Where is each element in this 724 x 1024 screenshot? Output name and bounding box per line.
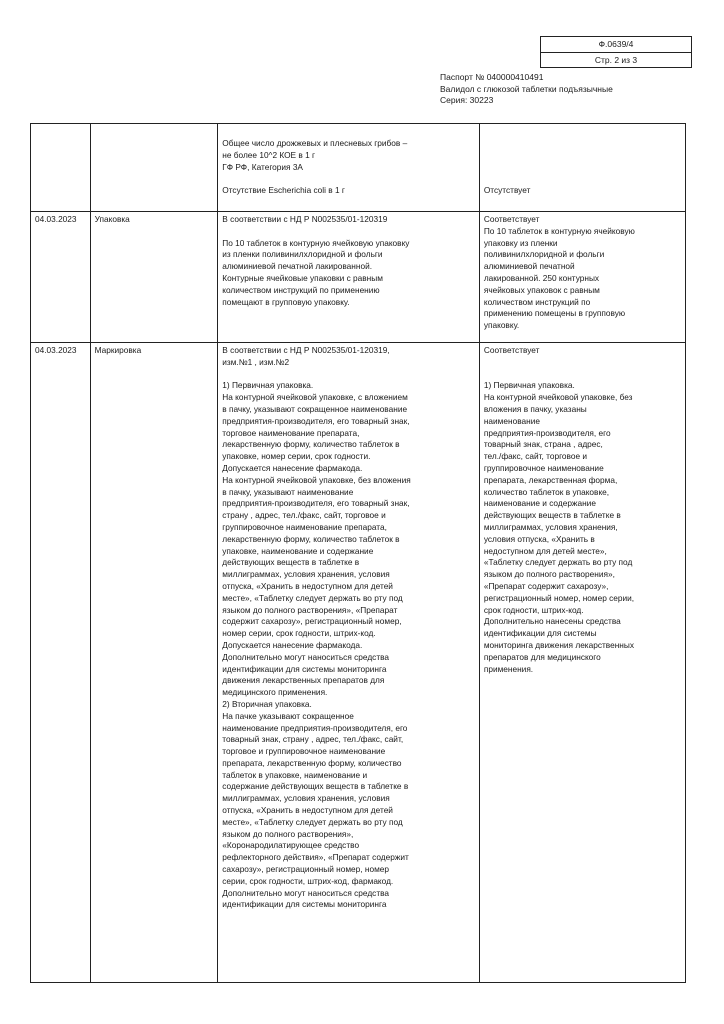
- result-cell: [479, 124, 685, 212]
- form-code-box: [540, 36, 692, 68]
- requirement-text: В соответствии с НД Р N002535/01-120319 По 10 таблеток в контурную ячейковую упаковку из пленки поливинилхлоридной и фольги алюминиевой печатной лакированной. Контурные ячейковые упаковки с равным количеством инструкций по применению помещают в групповую упаковку.: [222, 214, 410, 307]
- requirement-text: Общее число дрожжевых и плесневых грибов – не более 10^2 КОЕ в 1 г ГФ РФ, Категория 3А Отсутствие Escherichia coli в 1 г: [222, 138, 408, 196]
- requirement-text: В соответствии с НД Р N002535/01-120319, изм.№1 , изм.№2 1) Первичная упаковка. На контурной ячейковой упаковке, с вложением в пачку, указывают сокращенное наименование предприятия-производителя, его товарный знак, торговое наименование препарата, лекарственную форму, количество таблеток в упаковке, номер серии, срок годности. Допускается нанесение фармакода. На контурной ячейковой упаковке, без вложения в пачку, указывают наименование предприятия-производителя, его товарный знак, страну , адрес, тел./факс, сайт, торговое и группировочное наименование препарата, лекарственную форму, количество таблеток в упаковке, наименование и содержание действующих веществ в таблетке в миллиграммах, условия хранения, условия отпуска, «Хранить в недоступном для детей месте», «Таблетку следует держать во рту под языком до полного растворения», «Препарат содержит сахарозу», регистрационный номер, номер серии, срок годности, штрих-код. Допускается нанесение фармакода. Дополнительно могут наноситься средства идентификации для системы мониторинга движения лекарственных препаратов для медицинского применения. 2) Вторичная упаковка. На пачке указывают сокращенное наименование предприятия-производителя, его товарный знак, страну , адрес, тел./факс, сайт, торговое и группировочное наименование препарата, лекарственную форму, количество таблеток в упаковке, наименование и содержание действующих веществ в таблетке в миллиграммах, условия хранения, условия отпуска, «Хранить в недоступном для детей месте», «Таблетку следует держать во рту под языком до полного растворения», «Коронародилатирующее средство рефлекторного действия», «Препарат содержит сахарозу», регистрационный номер, номер серии, срок годности, штрих-код, фармакод. Дополнительно могут наноситься средства идентификации для системы мониторинга: [222, 345, 411, 910]
- form-code: Ф.0639/4: [541, 37, 691, 53]
- result-text: Соответствует По 10 таблеток в контурную ячейковую упаковку из пленки поливинилхлоридной и фольги алюминиевой печатной лакированной. 250 контурных ячейковых упаковок с равным количеством инструкций по применению помещены в групповую упаковку.: [483, 214, 635, 331]
- date-cell: 04.03.2023: [31, 212, 91, 343]
- result-cell: [479, 343, 685, 983]
- quality-control-table: [30, 123, 686, 983]
- date-cell: 04.03.2023: [31, 343, 91, 983]
- result-cell: [479, 212, 685, 343]
- page-number: Стр. 2 из 3: [594, 55, 638, 65]
- date-cell: [31, 124, 91, 212]
- result-text: Отсутствует: [483, 185, 531, 196]
- operation-cell: Упаковка: [90, 212, 218, 343]
- table-row: [31, 124, 686, 212]
- series-number: Серия: 30223: [440, 95, 494, 105]
- requirement-cell: [218, 124, 480, 212]
- table-row: [31, 212, 686, 343]
- requirement-cell: [218, 212, 480, 343]
- operation-cell: Маркировка: [90, 343, 218, 983]
- requirement-cell: [218, 343, 480, 983]
- table-row: [31, 343, 686, 983]
- product-name: Валидол с глюкозой таблетки подъязычные: [440, 83, 613, 94]
- result-text: Соответствует 1) Первичная упаковка. На контурной ячейковой упаковке, без вложения в пачку, указаны наименование предприятия-производителя, его товарный знак, страна , адрес, тел./факс, сайт, торговое и группировочное наименование препарата, лекарственная форма, количество таблеток в упаковке, наименование и содержание действующих веществ в таблетке в миллиграммах, условия хранения, условия отпуска, «Хранить в недоступном для детей месте», «Таблетку следует держать во рту под языком до полного растворения», «Препарат содержит сахарозу», регистрационный номер, номер серии, срок годности, штрих-код. Дополнительно нанесены средства идентификации для системы мониторинга движения лекарственных препаратов для медицинского применения.: [483, 345, 635, 674]
- passport-header: [440, 72, 613, 107]
- operation-cell: [90, 124, 218, 212]
- passport-number: Паспорт № 040000410491: [440, 72, 544, 82]
